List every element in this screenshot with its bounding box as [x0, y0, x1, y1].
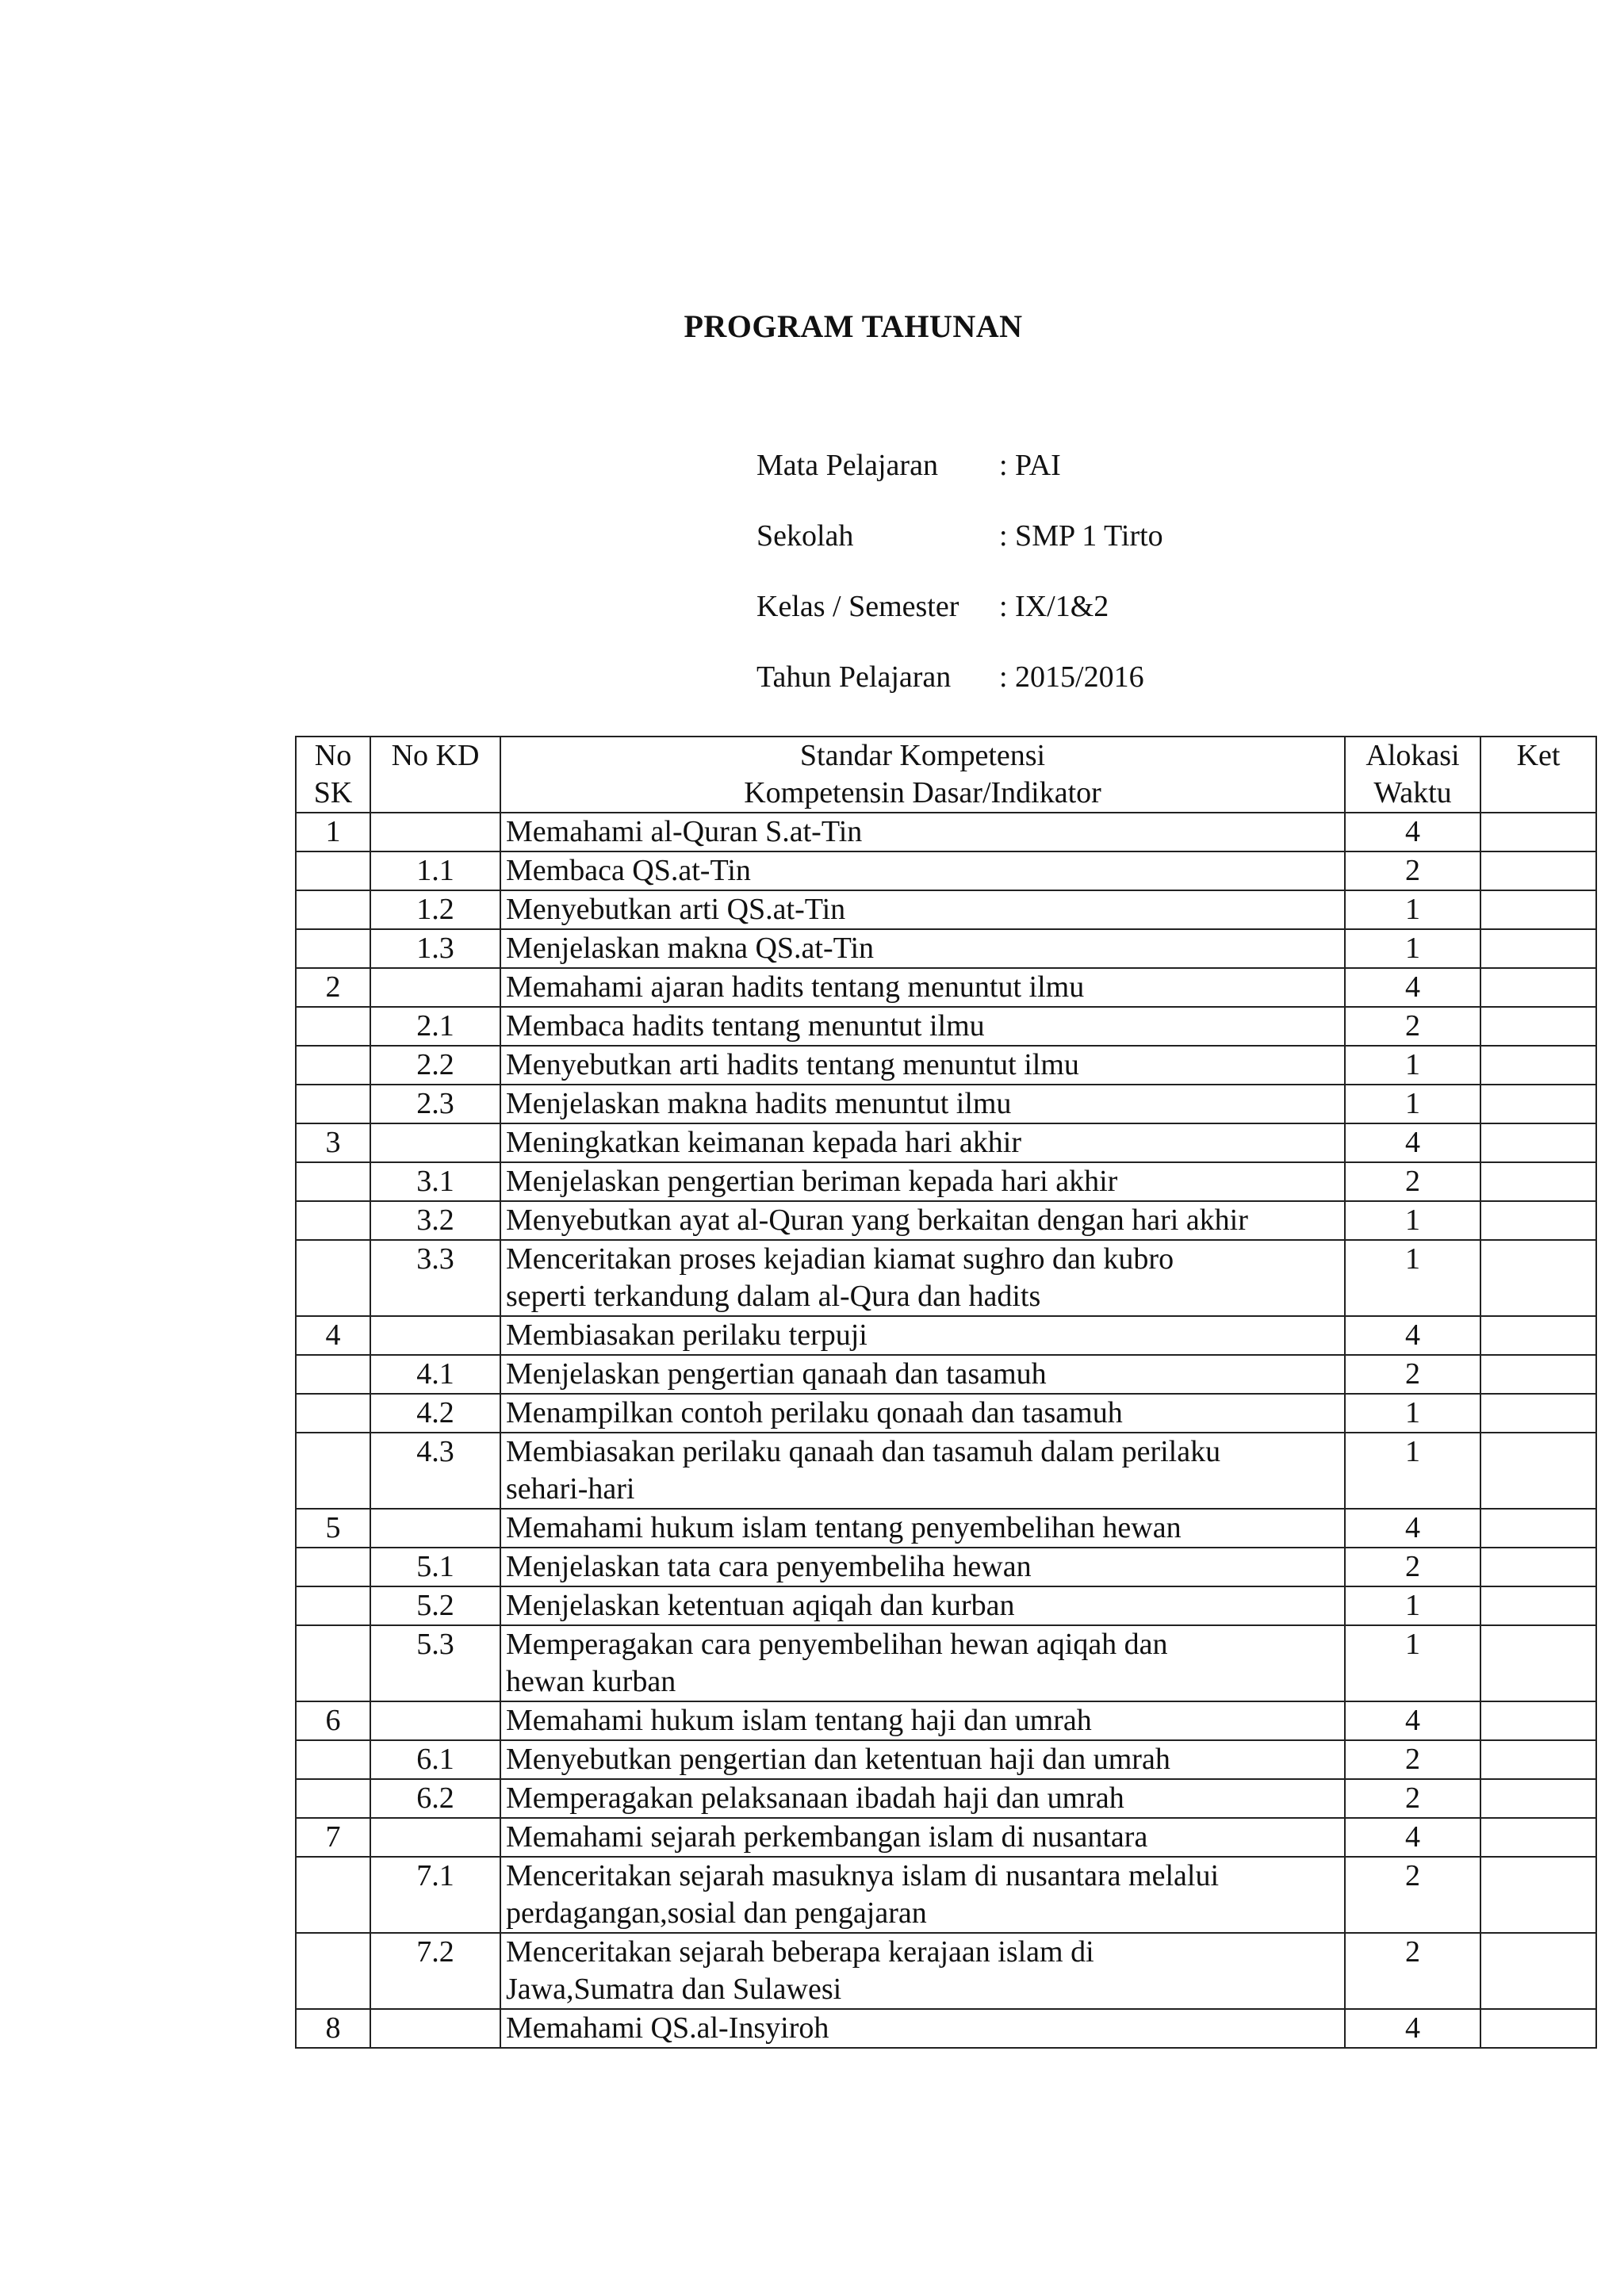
description-line: Menjelaskan makna QS.at-Tin: [506, 932, 875, 965]
description-line: Membiasakan perilaku terpuji: [506, 1318, 868, 1352]
cell-alokasi-waktu: 1: [1345, 1201, 1480, 1240]
cell-ket: [1480, 1586, 1596, 1625]
header-alokasi-line1: Alokasi: [1365, 739, 1460, 772]
cell-ket: [1480, 2009, 1596, 2048]
cell-ket: [1480, 1779, 1596, 1818]
cell-no-kd: 4.2: [370, 1394, 500, 1433]
cell-no-sk: [296, 1007, 370, 1046]
description-line: Menceritakan sejarah masuknya islam di nusantara melalui: [506, 1859, 1220, 1892]
description-line: Menjelaskan pengertian qanaah dan tasamuh: [506, 1357, 1047, 1391]
info-label: Tahun Pelajaran: [756, 660, 952, 694]
cell-no-sk: 4: [296, 1316, 370, 1355]
cell-description: [500, 1433, 1345, 1509]
cell-description: [500, 1162, 1345, 1201]
cell-no-kd: 5.1: [370, 1548, 500, 1586]
info-label: Mata Pelajaran: [756, 449, 938, 482]
cell-no-kd: [370, 1316, 500, 1355]
table-row: [296, 2009, 1596, 2048]
description-line: Membaca QS.at-Tin: [506, 854, 751, 887]
description-line: Memahami hukum islam tentang haji dan umrah: [506, 1704, 1092, 1737]
description-line: Memperagakan cara penyembelihan hewan aqiqah dan: [506, 1628, 1168, 1661]
description-line: Memahami al-Quran S.at-Tin: [506, 815, 863, 848]
header-standar-line2: Kompetensin Dasar/Indikator: [744, 776, 1101, 809]
header-no-sk-line1: No: [314, 739, 352, 772]
description-line: seperti terkandung dalam al-Qura dan hadits: [506, 1280, 1041, 1313]
cell-description: [500, 1509, 1345, 1548]
cell-description: [500, 1548, 1345, 1586]
cell-description: [500, 1394, 1345, 1433]
cell-description: [500, 1085, 1345, 1123]
cell-alokasi-waktu: 4: [1345, 1818, 1480, 1857]
cell-ket: [1480, 1394, 1596, 1433]
cell-no-kd: 7.1: [370, 1857, 500, 1933]
cell-no-sk: [296, 1586, 370, 1625]
table-row: [296, 929, 1596, 968]
cell-description: [500, 1857, 1345, 1933]
cell-no-kd: 3.3: [370, 1240, 500, 1316]
table-body: [296, 813, 1596, 2048]
header-standar-line1: Standar Kompetensi: [799, 739, 1046, 772]
cell-alokasi-waktu: 1: [1345, 890, 1480, 929]
cell-description: [500, 1625, 1345, 1701]
cell-ket: [1480, 851, 1596, 890]
info-value: : 2015/2016: [999, 660, 1144, 694]
description-line: Memperagakan pelaksanaan ibadah haji dan umrah: [506, 1781, 1124, 1815]
info-row-academic-year: [756, 660, 1163, 730]
cell-alokasi-waktu: 2: [1345, 1162, 1480, 1201]
cell-no-sk: [296, 1085, 370, 1123]
cell-alokasi-waktu: 1: [1345, 1433, 1480, 1509]
cell-description: [500, 1740, 1345, 1779]
cell-alokasi-waktu: 4: [1345, 2009, 1480, 2048]
cell-alokasi-waktu: 2: [1345, 1779, 1480, 1818]
cell-ket: [1480, 968, 1596, 1007]
cell-ket: [1480, 1316, 1596, 1355]
cell-alokasi-waktu: 1: [1345, 1240, 1480, 1316]
cell-alokasi-waktu: 1: [1345, 929, 1480, 968]
description-line: Menceritakan sejarah beberapa kerajaan islam di: [506, 1935, 1094, 1969]
cell-no-sk: 8: [296, 2009, 370, 2048]
cell-no-kd: [370, 968, 500, 1007]
cell-ket: [1480, 1085, 1596, 1123]
cell-no-kd: 7.2: [370, 1933, 500, 2009]
cell-description: [500, 890, 1345, 929]
cell-alokasi-waktu: 4: [1345, 1123, 1480, 1162]
cell-alokasi-waktu: 1: [1345, 1394, 1480, 1433]
description-line: Menjelaskan tata cara penyembeliha hewan: [506, 1550, 1032, 1583]
cell-description: [500, 1123, 1345, 1162]
header-ket-label: Ket: [1516, 739, 1561, 772]
cell-no-sk: 3: [296, 1123, 370, 1162]
cell-description: [500, 1701, 1345, 1740]
description-line: Menyebutkan arti hadits tentang menuntut ilmu: [506, 1048, 1079, 1081]
header-ket: [1480, 737, 1596, 813]
cell-ket: [1480, 1740, 1596, 1779]
table-row: [296, 1085, 1596, 1123]
cell-alokasi-waktu: 2: [1345, 1355, 1480, 1394]
table-row: [296, 1586, 1596, 1625]
cell-description: [500, 813, 1345, 851]
table-row: [296, 1933, 1596, 2009]
cell-no-kd: 3.2: [370, 1201, 500, 1240]
cell-no-kd: 5.2: [370, 1586, 500, 1625]
description-line: Menjelaskan pengertian beriman kepada hari akhir: [506, 1165, 1118, 1198]
cell-alokasi-waktu: 2: [1345, 1740, 1480, 1779]
cell-no-sk: [296, 1046, 370, 1085]
header-alokasi-waktu: [1345, 737, 1480, 813]
cell-alokasi-waktu: 4: [1345, 1316, 1480, 1355]
cell-ket: [1480, 1433, 1596, 1509]
cell-alokasi-waktu: 4: [1345, 813, 1480, 851]
cell-no-kd: 1.1: [370, 851, 500, 890]
cell-no-kd: 2.3: [370, 1085, 500, 1123]
cell-alokasi-waktu: 2: [1345, 1007, 1480, 1046]
cell-ket: [1480, 1933, 1596, 2009]
table-row: [296, 813, 1596, 851]
cell-no-sk: 1: [296, 813, 370, 851]
cell-ket: [1480, 1240, 1596, 1316]
page-title: PROGRAM TAHUNAN: [684, 308, 1023, 344]
table-header-row: [296, 737, 1596, 813]
description-line: Membiasakan perilaku qanaah dan tasamuh dalam perilaku: [506, 1435, 1221, 1468]
description-line: Jawa,Sumatra dan Sulawesi: [506, 1973, 842, 2006]
description-line: Menyebutkan pengertian dan ketentuan haji dan umrah: [506, 1743, 1170, 1776]
cell-no-kd: 1.3: [370, 929, 500, 968]
cell-description: [500, 929, 1345, 968]
description-line: Menyebutkan ayat al-Quran yang berkaitan dengan hari akhir: [506, 1203, 1248, 1237]
header-no-sk: [296, 737, 370, 813]
table-row: [296, 968, 1596, 1007]
table-row: [296, 1201, 1596, 1240]
cell-description: [500, 2009, 1345, 2048]
cell-ket: [1480, 1509, 1596, 1548]
cell-description: [500, 1007, 1345, 1046]
header-no-kd: [370, 737, 500, 813]
cell-ket: [1480, 1162, 1596, 1201]
cell-ket: [1480, 890, 1596, 929]
cell-ket: [1480, 1046, 1596, 1085]
table-row: [296, 890, 1596, 929]
cell-no-sk: 5: [296, 1509, 370, 1548]
cell-no-sk: [296, 1548, 370, 1586]
header-no-sk-line2: SK: [313, 776, 353, 809]
description-line: sehari-hari: [506, 1472, 635, 1506]
table-row: [296, 1046, 1596, 1085]
cell-no-kd: [370, 1509, 500, 1548]
cell-alokasi-waktu: 1: [1345, 1625, 1480, 1701]
cell-description: [500, 1933, 1345, 2009]
cell-no-sk: [296, 1394, 370, 1433]
cell-no-kd: 2.1: [370, 1007, 500, 1046]
cell-description: [500, 968, 1345, 1007]
table-row: [296, 1007, 1596, 1046]
table-row: [296, 1509, 1596, 1548]
cell-ket: [1480, 1201, 1596, 1240]
cell-no-sk: [296, 929, 370, 968]
program-table: [295, 736, 1597, 2049]
cell-no-sk: 7: [296, 1818, 370, 1857]
info-value: : IX/1&2: [999, 590, 1109, 623]
cell-no-kd: 4.1: [370, 1355, 500, 1394]
cell-ket: [1480, 1857, 1596, 1933]
table-row: [296, 1701, 1596, 1740]
cell-alokasi-waktu: 1: [1345, 1586, 1480, 1625]
description-line: Menjelaskan makna hadits menuntut ilmu: [506, 1087, 1012, 1120]
cell-no-kd: [370, 1123, 500, 1162]
description-line: Memahami hukum islam tentang penyembelihan hewan: [506, 1511, 1182, 1544]
info-label: Kelas / Semester: [756, 590, 959, 623]
table-row: [296, 1433, 1596, 1509]
cell-description: [500, 1818, 1345, 1857]
cell-ket: [1480, 1625, 1596, 1701]
info-row-school: [756, 519, 1163, 589]
header-alokasi-line2: Waktu: [1373, 776, 1452, 809]
info-value: : PAI: [999, 449, 1061, 482]
cell-no-sk: [296, 890, 370, 929]
cell-no-sk: [296, 1933, 370, 2009]
cell-no-sk: [296, 1240, 370, 1316]
info-row-subject: [756, 448, 1163, 519]
cell-alokasi-waktu: 2: [1345, 1857, 1480, 1933]
cell-no-sk: [296, 1857, 370, 1933]
table-row: [296, 1123, 1596, 1162]
description-line: Membaca hadits tentang menuntut ilmu: [506, 1009, 985, 1043]
description-line: Memahami ajaran hadits tentang menuntut ilmu: [506, 970, 1085, 1004]
cell-no-sk: [296, 1779, 370, 1818]
cell-description: [500, 1586, 1345, 1625]
description-line: Menyebutkan arti QS.at-Tin: [506, 893, 846, 926]
cell-no-kd: 1.2: [370, 890, 500, 929]
cell-no-sk: 2: [296, 968, 370, 1007]
table-row: [296, 1779, 1596, 1818]
cell-alokasi-waktu: 1: [1345, 1085, 1480, 1123]
table-row: [296, 1394, 1596, 1433]
table-row: [296, 851, 1596, 890]
cell-no-kd: 6.2: [370, 1779, 500, 1818]
cell-description: [500, 851, 1345, 890]
header-standar-kompetensi: [500, 737, 1345, 813]
cell-no-sk: [296, 1201, 370, 1240]
cell-no-sk: [296, 1740, 370, 1779]
table-row: [296, 1857, 1596, 1933]
cell-no-kd: [370, 1818, 500, 1857]
cell-no-kd: [370, 813, 500, 851]
description-line: hewan kurban: [506, 1665, 676, 1698]
cell-no-sk: [296, 851, 370, 890]
cell-description: [500, 1355, 1345, 1394]
cell-ket: [1480, 1701, 1596, 1740]
cell-ket: [1480, 1355, 1596, 1394]
description-line: Memahami QS.al-Insyiroh: [506, 2011, 829, 2045]
info-label: Sekolah: [756, 519, 854, 553]
document-info: [756, 448, 1163, 730]
description-line: Menampilkan contoh perilaku qonaah dan tasamuh: [506, 1396, 1123, 1429]
cell-no-kd: [370, 2009, 500, 2048]
description-line: Meningkatkan keimanan kepada hari akhir: [506, 1126, 1021, 1159]
description-line: Memahami sejarah perkembangan islam di nusantara: [506, 1820, 1148, 1854]
cell-alokasi-waktu: 4: [1345, 968, 1480, 1007]
table-row: [296, 1740, 1596, 1779]
table-row: [296, 1548, 1596, 1586]
cell-no-sk: [296, 1162, 370, 1201]
table-row: [296, 1240, 1596, 1316]
cell-description: [500, 1201, 1345, 1240]
cell-no-kd: 6.1: [370, 1740, 500, 1779]
cell-alokasi-waktu: 1: [1345, 1046, 1480, 1085]
cell-no-sk: 6: [296, 1701, 370, 1740]
cell-ket: [1480, 813, 1596, 851]
header-no-kd-label: No KD: [391, 739, 480, 772]
cell-ket: [1480, 1123, 1596, 1162]
cell-alokasi-waktu: 4: [1345, 1701, 1480, 1740]
cell-no-kd: [370, 1701, 500, 1740]
info-value: : SMP 1 Tirto: [999, 519, 1163, 553]
cell-no-kd: 2.2: [370, 1046, 500, 1085]
description-line: Menceritakan proses kejadian kiamat sughro dan kubro: [506, 1242, 1174, 1276]
cell-no-sk: [296, 1625, 370, 1701]
table-row: [296, 1355, 1596, 1394]
cell-description: [500, 1779, 1345, 1818]
cell-no-kd: 4.3: [370, 1433, 500, 1509]
cell-alokasi-waktu: 2: [1345, 851, 1480, 890]
cell-alokasi-waktu: 2: [1345, 1933, 1480, 2009]
cell-ket: [1480, 1548, 1596, 1586]
cell-description: [500, 1046, 1345, 1085]
description-line: Menjelaskan ketentuan aqiqah dan kurban: [506, 1589, 1015, 1622]
cell-no-kd: 5.3: [370, 1625, 500, 1701]
cell-no-sk: [296, 1355, 370, 1394]
cell-no-kd: 3.1: [370, 1162, 500, 1201]
cell-ket: [1480, 1818, 1596, 1857]
cell-description: [500, 1240, 1345, 1316]
table-row: [296, 1625, 1596, 1701]
info-row-class-semester: [756, 589, 1163, 660]
cell-alokasi-waktu: 2: [1345, 1548, 1480, 1586]
cell-ket: [1480, 1007, 1596, 1046]
cell-ket: [1480, 929, 1596, 968]
table-row: [296, 1818, 1596, 1857]
table-row: [296, 1162, 1596, 1201]
cell-no-sk: [296, 1433, 370, 1509]
cell-alokasi-waktu: 4: [1345, 1509, 1480, 1548]
description-line: perdagangan,sosial dan pengajaran: [506, 1896, 927, 1930]
table-row: [296, 1316, 1596, 1355]
cell-description: [500, 1316, 1345, 1355]
